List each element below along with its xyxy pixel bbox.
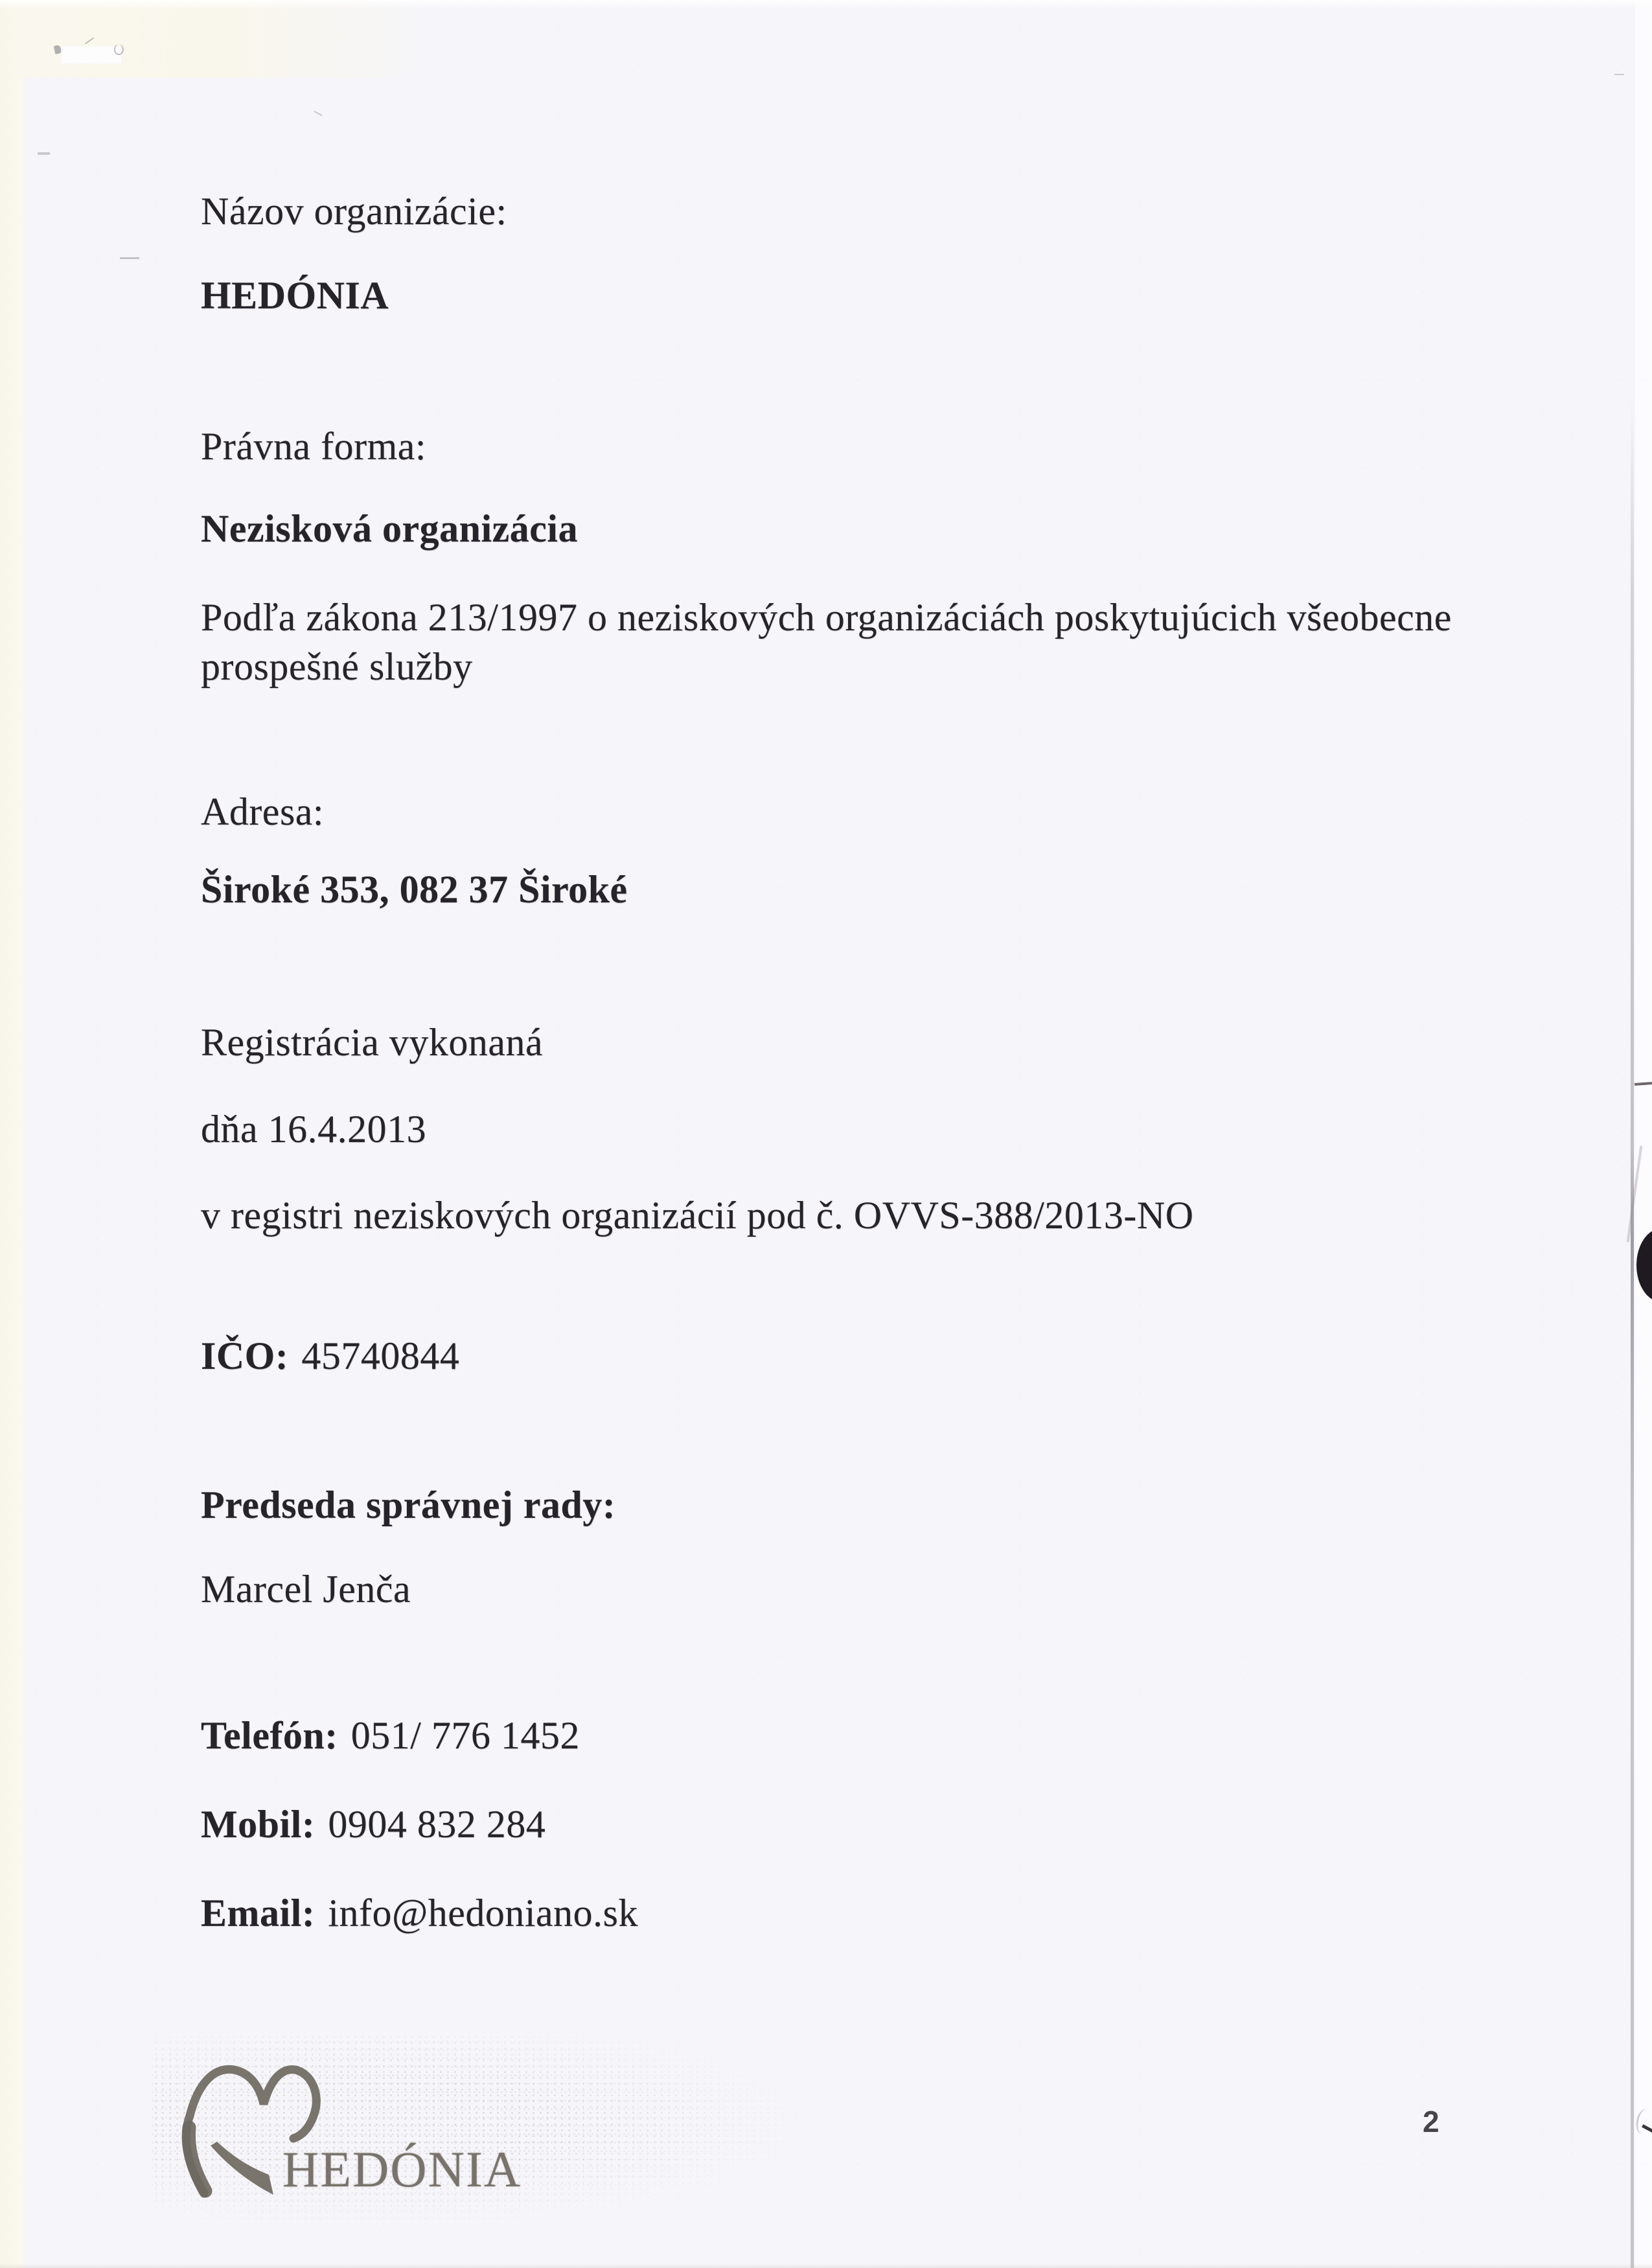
- scan-top-fade: [0, 0, 1652, 9]
- logo-wordmark: HEDÓNIA: [282, 2141, 522, 2197]
- email-value: info@hedoniano.sk: [328, 1892, 639, 1934]
- registration-line-1: Registrácia vykonaná: [201, 1021, 544, 1064]
- scanner-topleft-band: [0, 0, 428, 78]
- legal-form-value: Nezisková organizácia: [201, 507, 579, 550]
- org-name-label: Názov organizácie:: [201, 190, 507, 233]
- legal-form-label: Právna forma:: [201, 425, 427, 468]
- scanner-right-gutter: [1635, 0, 1652, 2268]
- legal-form-note-line-2: prospešné služby: [201, 645, 473, 688]
- page-number: 2: [1423, 2105, 1440, 2138]
- company-id-line: [201, 1336, 459, 1375]
- page-edge-line: [1631, 402, 1634, 2268]
- scan-speck: [38, 152, 50, 155]
- scan-bottom-edge: [0, 2263, 1652, 2268]
- scan-speck: [120, 257, 139, 259]
- paper-bright-patch: [62, 47, 121, 63]
- phone-value: 051/ 776 1452: [350, 1714, 580, 1757]
- mobile-line: [201, 1805, 545, 1844]
- chairman-label: Predseda správnej rady:: [201, 1483, 616, 1526]
- email-label: Email:: [201, 1892, 315, 1934]
- phone-line: [201, 1716, 580, 1755]
- pen-speck: [114, 44, 124, 55]
- scanner-left-margin: [0, 0, 29, 2268]
- registration-line-3: v registri neziskových organizácií pod č. OVVS-388/2013-NO: [201, 1194, 1194, 1237]
- phone-label: Telefón:: [201, 1714, 338, 1757]
- company-id-value: 45740844: [301, 1334, 460, 1377]
- legal-form-note-line-1: Podľa zákona 213/1997 o neziskových organizáciách poskytujúcich všeobecne: [201, 596, 1452, 639]
- company-id-label: IČO:: [201, 1334, 289, 1377]
- address-label: Adresa:: [201, 790, 325, 833]
- email-line: [201, 1894, 638, 1932]
- address-value: Široké 353, 082 37 Široké: [201, 868, 628, 911]
- mobile-value: 0904 832 284: [328, 1803, 546, 1846]
- scan-speck: [1614, 74, 1624, 75]
- mobile-label: Mobil:: [201, 1803, 315, 1846]
- org-name-value: HEDÓNIA: [201, 274, 389, 317]
- chairman-value: Marcel Jenča: [201, 1568, 411, 1610]
- registration-line-2: dňa 16.4.2013: [201, 1108, 427, 1151]
- scan-speck: [314, 111, 322, 116]
